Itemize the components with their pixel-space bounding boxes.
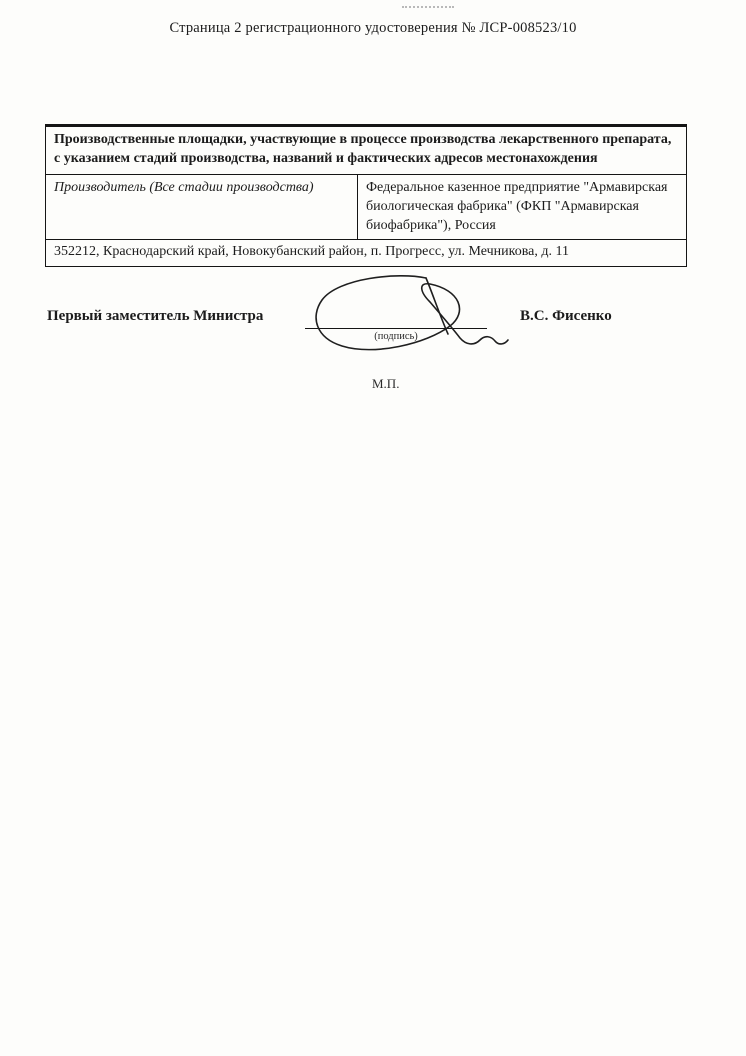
signature-line xyxy=(305,328,487,329)
signatory-name: В.С. Фисенко xyxy=(520,308,612,324)
production-sites-table xyxy=(45,124,687,267)
table-title: Производственные площадки, участвующие в процессе производства лекарственного препарата, с указанием стадий производства, названий и фактических адресов местонахождения xyxy=(46,127,686,175)
producer-address-cell: 352212, Краснодарский край, Новокубанский район, п. Прогресс, ул. Мечникова, д. 11 xyxy=(54,244,569,260)
handwritten-signature-icon xyxy=(308,272,518,372)
signatory-title: Первый заместитель Министра xyxy=(47,308,264,324)
producer-value-cell: Федеральное казенное предприятие "Армавирская биологическая фабрика" (ФКП "Армавирская биофабрика"), Россия xyxy=(366,179,668,233)
page-header: Страница 2 регистрационного удостоверения № ЛСР-008523/10 xyxy=(169,20,577,36)
seal-placeholder: М.П. xyxy=(372,376,400,391)
signature-caption: (подпись) xyxy=(374,331,418,342)
table-row xyxy=(46,175,686,241)
scan-artifact xyxy=(402,6,454,8)
producer-label-cell: Производитель (Все стадии производства) xyxy=(46,175,358,240)
